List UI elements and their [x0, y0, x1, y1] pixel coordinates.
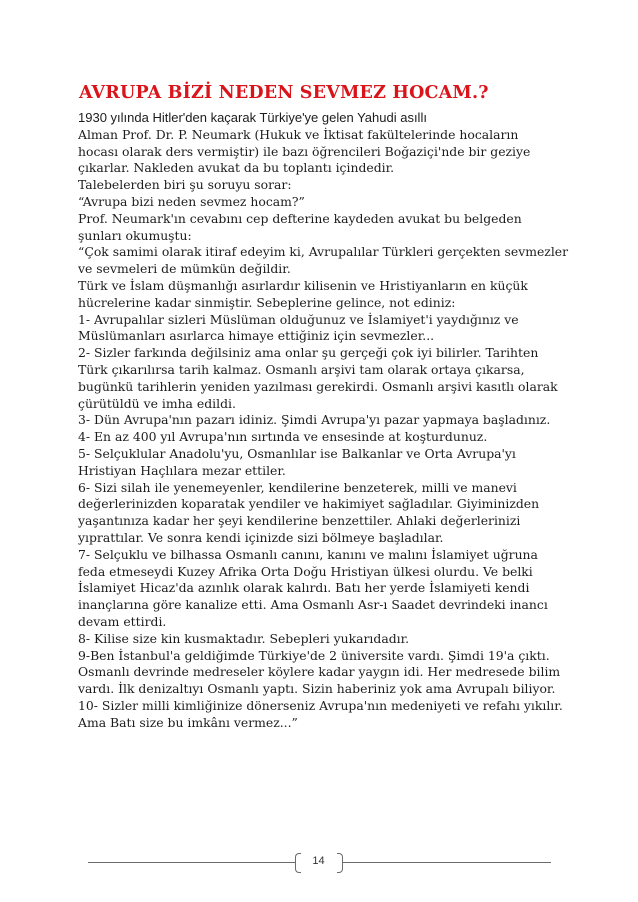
body-line: 5- Selçuklular Anadolu'yu, Osmanlılar ise Balkanlar ve Orta Avrupa'yı — [78, 445, 516, 461]
body-line: “Çok samimi olarak itiraf edeyim ki, Avrupalılar Türkleri gerçekten sevmezler — [78, 244, 569, 260]
document-body — [78, 110, 568, 731]
footer-bracket-right — [337, 853, 343, 873]
body-line: Müslümanları asırlarca himaye ettiğiniz için sevmezler... — [78, 328, 435, 344]
body-line: feda etmeseydi Kuzey Afrika Orta Doğu Hristiyan ülkesi olurdu. Ve belki — [78, 563, 533, 579]
body-line: değerlerinizden koparatak yendiler ve hakimiyet sağladılar. Giyiminizden — [78, 496, 540, 512]
body-line: bugünkü tarihlerin yeniden yazılması gerekirdi. Osmanlı arşivi kasıtlı olarak — [78, 378, 558, 394]
body-line: 7- Selçuklu ve bilhassa Osmanlı canını, kanını ve malını İslamiyet uğruna — [78, 546, 538, 562]
body-line: 8- Kilise size kin kusmaktadır. Sebepleri yukarıdadır. — [78, 630, 410, 646]
body-line: İslamiyet Hicaz'da azınlık olarak kalırdı. Batı her yerde İslamiyeti kendi — [78, 580, 530, 596]
footer-rule-left — [88, 862, 295, 863]
body-line: hocası olarak ders vermiştir) ile bazı öğrencileri Boğaziçi'nde bir geziye — [78, 143, 531, 159]
body-line: “Avrupa bizi neden sevmez hocam?” — [78, 193, 305, 209]
body-line: devam ettirdi. — [78, 613, 167, 629]
body-line: Prof. Neumark'ın cevabını cep defterine kaydeden avukat bu belgeden — [78, 210, 522, 226]
body-line: inançlarına göre kanalize etti. Ama Osmanlı Asr-ı Saadet devrindeki inancı — [78, 597, 548, 613]
body-line: 1- Avrupalılar sizleri Müslüman olduğunuz ve İslamiyet'i yaydığınız ve — [78, 311, 519, 327]
body-line: ve sevmeleri de mümkün değildir. — [78, 261, 291, 277]
body-line: 4- En az 400 yıl Avrupa'nın sırtında ve ensesinde at koşturdunuz. — [78, 429, 488, 445]
body-line: hücrelerine kadar sinmiştir. Sebeplerine gelince, not ediniz: — [78, 294, 456, 310]
body-line: 1930 yılında Hitler'den kaçarak Türkiye'ye gelen Yahudi asıllı — [78, 110, 427, 125]
body-line: Ama Batı size bu imkânı vermez...” — [78, 714, 298, 730]
body-line: Talebelerden biri şu soruyu sorar: — [78, 177, 292, 193]
body-line: Türk çıkarılırsa tarih kalmaz. Osmanlı arşivi tam olarak ortaya çıkarsa, — [78, 361, 525, 377]
body-line: çıkarlar. Nakleden avukat da bu toplantı içindedir. — [78, 160, 395, 176]
body-line: 3- Dün Avrupa'nın pazarı idiniz. Şimdi Avrupa'yı pazar yapmaya başladınız. — [78, 412, 551, 428]
body-line: 10- Sizler milli kimliğinize dönerseniz Avrupa'nın medeniyeti ve refahı yıkılır. — [78, 697, 563, 713]
body-line: çürütüldü ve imha edildi. — [78, 395, 236, 411]
document-title: AVRUPA BİZİ NEDEN SEVMEZ HOCAM.? — [79, 83, 489, 103]
body-line: 2- Sizler farkında değilsiniz ama onlar şu gerçeği çok iyi bilirler. Tarihten — [78, 345, 539, 361]
body-line: Osmanlı devrinde medreseler köylere kadar yaygın idi. Her medresede bilim — [78, 664, 561, 680]
body-line: yaşantınıza kadar her şeyi kendilerine benzettiler. Ahlaki değerlerinizi — [78, 513, 521, 529]
page-number: 14 — [312, 855, 325, 867]
body-line: Türk ve İslam düşmanlığı asırlardır kilisenin ve Hristiyanların en küçük — [78, 277, 528, 293]
page-footer — [0, 852, 638, 872]
footer-rule-right — [343, 862, 551, 863]
body-line: Hristiyan Haçlılara mezar ettiler. — [78, 462, 286, 478]
body-line: Alman Prof. Dr. P. Neumark (Hukuk ve İktisat fakültelerinde hocaların — [78, 126, 519, 142]
body-line: vardı. İlk denizaltıyı Osmanlı yaptı. Sizin haberiniz yok ama Avrupalı biliyor. — [78, 681, 556, 697]
body-line: 6- Sizi silah ile yenemeyenler, kendilerine benzeterek, milli ve manevi — [78, 479, 517, 495]
body-line: 9-Ben İstanbul'a geldiğimde Türkiye'de 2 üniversite vardı. Şimdi 19'a çıktı. — [78, 647, 550, 663]
body-line: şunları okumuştu: — [78, 227, 192, 243]
body-line: yıprattılar. Ve sonra kendi içinizde sizi bölmeye başladılar. — [78, 529, 444, 545]
